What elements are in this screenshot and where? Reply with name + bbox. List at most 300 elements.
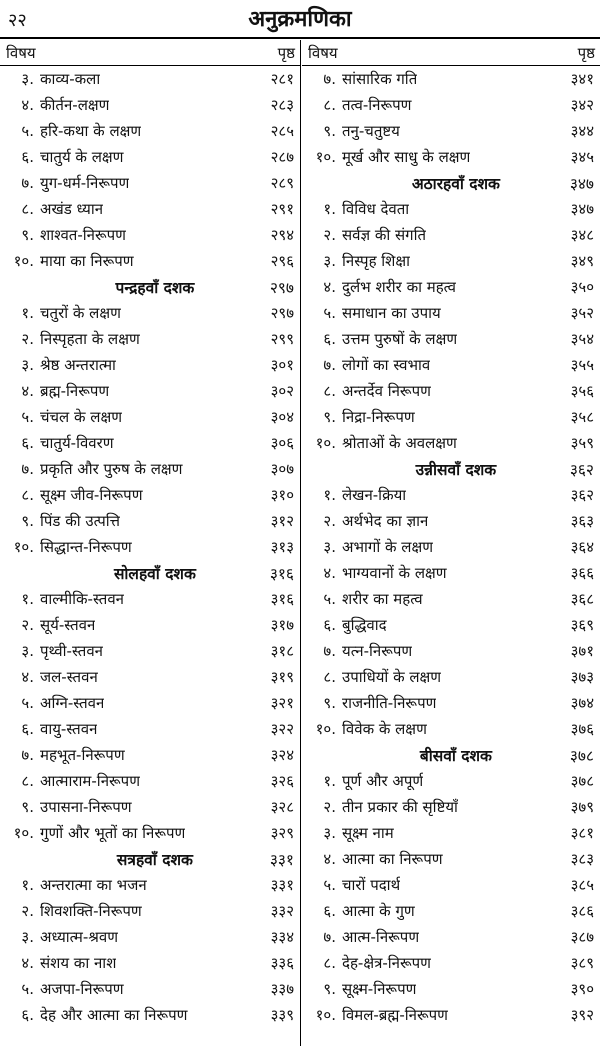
entry-label xyxy=(0,381,109,401)
entry-number: ४. xyxy=(21,954,34,972)
entry-page-number: २८१ xyxy=(270,70,294,88)
entry-page-number: ३३१ xyxy=(270,876,294,894)
toc-entry xyxy=(302,222,600,248)
left-column xyxy=(0,40,300,1028)
entry-title: अभागों के लक्षण xyxy=(342,538,434,556)
toc-entry xyxy=(302,92,600,118)
entry-number: ३. xyxy=(21,70,34,88)
entry-page-number: ३९० xyxy=(570,980,594,998)
entry-title: शाश्वत-निरूपण xyxy=(40,226,126,244)
entry-title: युग-धर्म-निरूपण xyxy=(40,174,130,192)
entry-number: ८. xyxy=(21,772,34,790)
toc-entry xyxy=(302,950,600,976)
entry-number: ७. xyxy=(323,356,336,374)
toc-entry xyxy=(0,794,300,820)
entry-title: देह-क्षेत्र-निरूपण xyxy=(342,954,432,972)
toc-entry xyxy=(0,404,300,430)
entry-number: ९. xyxy=(21,226,34,244)
toc-entry xyxy=(302,326,600,352)
entry-page-number: ३४९ xyxy=(570,252,594,270)
entry-title: आत्मा के गुण xyxy=(342,902,415,920)
toc-entry xyxy=(0,1002,300,1028)
entry-page-number: ३६६ xyxy=(570,564,594,582)
section-heading xyxy=(0,560,300,586)
entry-number: १. xyxy=(21,304,34,322)
toc-entry xyxy=(0,638,300,664)
section-page-number: ३६२ xyxy=(569,461,594,479)
entry-page-number: ३६३ xyxy=(570,512,594,530)
toc-entry xyxy=(0,92,300,118)
toc-entry xyxy=(0,248,300,274)
toc-entry xyxy=(0,690,300,716)
entry-title: उत्तम पुरुषों के लक्षण xyxy=(342,330,458,348)
entry-page-number: ३३४ xyxy=(270,928,294,946)
entry-page-number: ३०१ xyxy=(270,356,294,374)
entry-label xyxy=(0,69,100,89)
toc-entry xyxy=(302,924,600,950)
entry-page-number: ३७४ xyxy=(570,694,594,712)
entry-page-number: ३४१ xyxy=(570,70,594,88)
entry-number: ५. xyxy=(21,122,34,140)
entry-title: चतुरों के लक्षण xyxy=(40,304,121,322)
entry-label xyxy=(302,329,457,349)
entry-label xyxy=(0,615,95,635)
toc-entry xyxy=(302,768,600,794)
entry-number: ७. xyxy=(21,174,34,192)
entry-title: ब्रह्म-निरूपण xyxy=(40,382,110,400)
top-rule xyxy=(0,37,600,39)
entry-title: सूक्ष्म जीव-निरूपण xyxy=(40,486,143,504)
subject-heading: विषय xyxy=(6,43,36,62)
toc-entry xyxy=(302,586,600,612)
entry-label xyxy=(302,667,441,687)
entry-label xyxy=(0,771,140,791)
toc-entry xyxy=(0,378,300,404)
entry-page-number: २९१ xyxy=(270,200,294,218)
entry-number: ३. xyxy=(21,356,34,374)
entry-page-number: ३१२ xyxy=(270,512,294,530)
entry-label xyxy=(0,589,124,609)
section-heading xyxy=(302,170,600,196)
entry-page-number: ३६४ xyxy=(570,538,594,556)
entry-number: ६. xyxy=(21,1006,34,1024)
section-page-number: ३३१ xyxy=(269,851,294,869)
entry-label xyxy=(0,225,126,245)
toc-entry xyxy=(0,586,300,612)
entry-title: वायु-स्तवन xyxy=(40,720,98,738)
entry-number: ७. xyxy=(21,746,34,764)
entry-page-number: ३८७ xyxy=(570,928,594,946)
toc-entry xyxy=(0,66,300,92)
entry-number: ५. xyxy=(21,694,34,712)
entry-label xyxy=(0,329,140,349)
entry-page-number: २९७ xyxy=(270,304,294,322)
entry-page-number: ३१० xyxy=(270,486,294,504)
entry-label xyxy=(0,355,116,375)
entry-page-number: ३५२ xyxy=(570,304,594,322)
entry-title: अखंड ध्यान xyxy=(40,200,104,218)
entry-label xyxy=(0,199,103,219)
entry-title: पूर्ण और अपूर्ण xyxy=(342,772,424,790)
entry-page-number: ३१८ xyxy=(270,642,294,660)
entry-label xyxy=(302,485,406,505)
entry-page-number: ३८३ xyxy=(570,850,594,868)
entry-title: लेखन-क्रिया xyxy=(342,486,407,504)
entry-number: ४. xyxy=(323,564,336,582)
entry-page-number: ३७६ xyxy=(570,720,594,738)
subject-heading: विषय xyxy=(308,43,338,62)
entry-label xyxy=(0,745,125,765)
page-title: अनुक्रमणिका xyxy=(248,7,352,32)
entry-label xyxy=(302,95,412,115)
entry-label xyxy=(0,953,116,973)
entry-page-number: ३३९ xyxy=(270,1006,294,1024)
toc-entry xyxy=(302,482,600,508)
entry-title: आत्मा का निरूपण xyxy=(342,850,443,868)
entry-label xyxy=(302,69,417,89)
entry-number: ८. xyxy=(323,96,336,114)
entry-number: ६. xyxy=(21,720,34,738)
section-title: सोलहवाँ दशक xyxy=(113,565,196,583)
toc-entry xyxy=(0,118,300,144)
entry-page-number: ३१३ xyxy=(270,538,294,556)
entry-label xyxy=(0,407,122,427)
entry-number: २. xyxy=(323,798,336,816)
toc-entry xyxy=(0,456,300,482)
toc-entry xyxy=(0,872,300,898)
entry-title: चातुर्य-विवरण xyxy=(40,434,114,452)
entry-title: निस्पृह शिक्षा xyxy=(342,252,411,270)
entry-label xyxy=(302,511,428,531)
entry-label xyxy=(0,147,124,167)
entry-title: समाधान का उपाय xyxy=(342,304,441,322)
toc-entry xyxy=(302,976,600,1002)
entry-label xyxy=(0,537,132,557)
entry-number: १०. xyxy=(13,538,34,556)
entry-label xyxy=(0,485,143,505)
entry-title: चारों पदार्थ xyxy=(342,876,401,894)
toc-entry xyxy=(302,1002,600,1028)
entry-page-number: २८७ xyxy=(270,148,294,166)
entry-title: श्रेष्ठ अन्तरात्मा xyxy=(40,356,116,374)
entry-number: २. xyxy=(21,330,34,348)
entry-number: ८. xyxy=(323,668,336,686)
entry-page-number: ३५५ xyxy=(570,356,594,374)
entry-number: २. xyxy=(323,512,336,530)
entry-page-number: ३२४ xyxy=(270,746,294,764)
entry-page-number: ३१६ xyxy=(270,590,294,608)
entry-number: १. xyxy=(323,772,336,790)
left-column-header xyxy=(0,40,300,66)
toc-entry xyxy=(0,820,300,846)
section-heading xyxy=(302,456,600,482)
entry-page-number: ३८५ xyxy=(570,876,594,894)
entry-title: तीन प्रकार की सृष्टियाँ xyxy=(342,798,458,816)
column-divider xyxy=(300,40,301,1046)
entry-title: चातुर्य के लक्षण xyxy=(40,148,124,166)
entry-title: अग्नि-स्तवन xyxy=(40,694,105,712)
entry-page-number: ३५८ xyxy=(570,408,594,426)
entry-title: विविध देवता xyxy=(342,200,410,218)
section-page-number: ३७८ xyxy=(569,747,594,765)
toc-entry xyxy=(0,170,300,196)
entry-page-number: ३२९ xyxy=(270,824,294,842)
entry-number: १०. xyxy=(13,824,34,842)
entry-page-number: ३९२ xyxy=(570,1006,594,1024)
toc-entry xyxy=(302,508,600,534)
entry-page-number: ३७८ xyxy=(570,772,594,790)
entry-label xyxy=(302,381,431,401)
entry-label xyxy=(302,693,436,713)
entry-page-number: ३४५ xyxy=(570,148,594,166)
toc-entry xyxy=(302,118,600,144)
entry-page-number: ३२८ xyxy=(270,798,294,816)
entry-page-number: ३५९ xyxy=(570,434,594,452)
entry-number: २. xyxy=(21,902,34,920)
entry-number: ३. xyxy=(323,824,336,842)
entry-label xyxy=(302,719,427,739)
entry-number: ६. xyxy=(323,616,336,634)
entry-number: ८. xyxy=(323,382,336,400)
toc-entry xyxy=(0,326,300,352)
entry-page-number: ३१७ xyxy=(270,616,294,634)
entry-label xyxy=(0,823,185,843)
entry-number: ४. xyxy=(21,96,34,114)
entry-number: १०. xyxy=(315,148,336,166)
section-heading xyxy=(0,274,300,300)
toc-entry xyxy=(302,716,600,742)
entry-title: उपाधियों के लक्षण xyxy=(342,668,442,686)
entry-page-number: २८३ xyxy=(270,96,294,114)
entry-number: ५. xyxy=(323,590,336,608)
entry-title: श्रोताओं के अवलक्षण xyxy=(342,434,457,452)
entry-number: ३. xyxy=(323,252,336,270)
entry-label xyxy=(0,303,121,323)
toc-entry xyxy=(0,222,300,248)
entry-number: ८. xyxy=(323,954,336,972)
entry-number: ८. xyxy=(21,200,34,218)
entry-label xyxy=(302,1005,448,1025)
entry-label xyxy=(302,797,458,817)
entry-number: १. xyxy=(323,486,336,504)
toc-entry xyxy=(302,534,600,560)
entry-page-number: ३०४ xyxy=(270,408,294,426)
toc-entry xyxy=(302,66,600,92)
toc-entry xyxy=(0,950,300,976)
entry-page-number: ३२६ xyxy=(270,772,294,790)
entry-title: अजपा-निरूपण xyxy=(40,980,124,998)
entry-number: १. xyxy=(21,590,34,608)
entry-label xyxy=(302,953,431,973)
entry-number: ३. xyxy=(21,928,34,946)
section-heading xyxy=(0,846,300,872)
entry-label xyxy=(302,641,412,661)
toc-entry xyxy=(0,716,300,742)
entry-title: काव्य-कला xyxy=(40,70,101,88)
right-entry-list xyxy=(302,66,600,1028)
entry-page-number: २८५ xyxy=(270,122,294,140)
entry-label xyxy=(0,1005,188,1025)
entry-page-number: ३८६ xyxy=(570,902,594,920)
entry-title: आत्म-निरूपण xyxy=(342,928,420,946)
entry-number: ९. xyxy=(323,694,336,712)
entry-number: ९. xyxy=(21,798,34,816)
entry-label xyxy=(302,251,410,271)
entry-page-number: २९६ xyxy=(270,252,294,270)
entry-title: अर्थभेद का ज्ञान xyxy=(342,512,429,530)
entry-number: ४. xyxy=(21,382,34,400)
section-page-number: ३४७ xyxy=(569,175,594,193)
entry-page-number: ३४४ xyxy=(570,122,594,140)
entry-title: अन्तरात्मा का भजन xyxy=(40,876,147,894)
entry-label xyxy=(302,589,423,609)
entry-label xyxy=(302,277,456,297)
entry-title: कीर्तन-लक्षण xyxy=(40,96,110,114)
entry-number: ६. xyxy=(21,434,34,452)
toc-entry xyxy=(302,404,600,430)
entry-number: ५. xyxy=(21,980,34,998)
entry-title: प्रकृति और पुरुष के लक्षण xyxy=(40,460,183,478)
toc-entry xyxy=(302,248,600,274)
entry-label xyxy=(0,641,103,661)
entry-label xyxy=(0,927,118,947)
entry-label xyxy=(302,927,419,947)
page-number: २२ xyxy=(8,10,27,31)
page-heading: पृष्ठ xyxy=(577,43,595,62)
entry-label xyxy=(302,823,394,843)
entry-page-number: ३३२ xyxy=(270,902,294,920)
entry-title: राजनीति-निरूपण xyxy=(342,694,437,712)
entry-label xyxy=(0,121,141,141)
entry-title: अन्तर्देव निरूपण xyxy=(342,382,431,400)
entry-label xyxy=(0,693,104,713)
entry-title: सर्वज्ञ की संगति xyxy=(342,226,427,244)
entry-title: शरीर का महत्व xyxy=(342,590,423,608)
entry-page-number: ३५६ xyxy=(570,382,594,400)
entry-label xyxy=(302,121,400,141)
toc-entry xyxy=(0,742,300,768)
toc-entry xyxy=(302,638,600,664)
entry-number: ४. xyxy=(323,278,336,296)
toc-entry xyxy=(302,378,600,404)
entry-title: सांसारिक गति xyxy=(342,70,418,88)
entry-title: विमल-ब्रह्म-निरूपण xyxy=(342,1006,449,1024)
entry-page-number: ३६२ xyxy=(570,486,594,504)
entry-label xyxy=(302,901,415,921)
entry-label xyxy=(0,173,129,193)
toc-entry xyxy=(0,508,300,534)
entry-title: अध्यात्म-श्रवण xyxy=(40,928,119,946)
entry-number: २. xyxy=(323,226,336,244)
entry-title: उपासना-निरूपण xyxy=(40,798,132,816)
entry-title: संशय का नाश xyxy=(40,954,117,972)
section-title: पन्द्रहवाँ दशक xyxy=(115,279,195,297)
toc-entry xyxy=(0,664,300,690)
toc-entry xyxy=(302,612,600,638)
entry-number: १०. xyxy=(315,720,336,738)
entry-label xyxy=(0,901,142,921)
entry-title: लोगों का स्वभाव xyxy=(342,356,431,374)
entry-number: १०. xyxy=(315,434,336,452)
entry-label xyxy=(302,537,433,557)
entry-title: सूर्य-स्तवन xyxy=(40,616,96,634)
entry-number: ३. xyxy=(323,538,336,556)
entry-title: दुर्लभ शरीर का महत्व xyxy=(342,278,456,296)
entry-page-number: ३७१ xyxy=(570,642,594,660)
entry-label xyxy=(302,407,415,427)
entry-page-number: ३७३ xyxy=(570,668,594,686)
entry-title: शिवशक्ति-निरूपण xyxy=(40,902,142,920)
toc-entry xyxy=(302,664,600,690)
entry-number: ४. xyxy=(323,850,336,868)
entry-label xyxy=(302,771,423,791)
entry-number: ७. xyxy=(21,460,34,478)
entry-label xyxy=(302,199,409,219)
entry-page-number: ३८९ xyxy=(570,954,594,972)
entry-page-number: ३५० xyxy=(570,278,594,296)
entry-number: ६. xyxy=(323,330,336,348)
entry-number: १. xyxy=(21,876,34,894)
entry-page-number: ३२२ xyxy=(270,720,294,738)
toc-entry xyxy=(302,144,600,170)
entry-title: तत्व-निरूपण xyxy=(342,96,412,114)
entry-page-number: ३०२ xyxy=(270,382,294,400)
entry-label xyxy=(0,95,109,115)
entry-number: ३. xyxy=(21,642,34,660)
entry-number: ५. xyxy=(21,408,34,426)
section-title: अठारहवाँ दशक xyxy=(411,175,500,193)
entry-page-number: ३३७ xyxy=(270,980,294,998)
entry-page-number: २९९ xyxy=(270,330,294,348)
entry-page-number: ३०७ xyxy=(270,460,294,478)
entry-title: आत्माराम-निरूपण xyxy=(40,772,141,790)
entry-page-number: ३८१ xyxy=(570,824,594,842)
entry-number: ७. xyxy=(323,928,336,946)
entry-number: १०. xyxy=(315,1006,336,1024)
entry-page-number: ३६८ xyxy=(570,590,594,608)
entry-page-number: ३४२ xyxy=(570,96,594,114)
toc-entry xyxy=(0,430,300,456)
toc-entry xyxy=(302,690,600,716)
entry-title: पिंड की उत्पत्ति xyxy=(40,512,120,530)
entry-label xyxy=(0,979,124,999)
entry-title: बुद्धिवाद xyxy=(342,616,387,634)
entry-title: यत्न-निरूपण xyxy=(342,642,413,660)
entry-title: पृथ्वी-स्तवन xyxy=(40,642,103,660)
entry-title: निस्पृहता के लक्षण xyxy=(40,330,140,348)
entry-title: मूर्ख और साधु के लक्षण xyxy=(342,148,471,166)
entry-label xyxy=(302,433,457,453)
entry-number: ४. xyxy=(21,668,34,686)
entry-label xyxy=(0,667,98,687)
entry-number: ६. xyxy=(21,148,34,166)
toc-entry xyxy=(302,274,600,300)
entry-number: २. xyxy=(21,616,34,634)
entry-title: हरि-कथा के लक्षण xyxy=(40,122,142,140)
entry-page-number: ३५४ xyxy=(570,330,594,348)
entry-label xyxy=(302,355,430,375)
toc-entry xyxy=(0,196,300,222)
entry-number: ५. xyxy=(323,304,336,322)
entry-label xyxy=(0,511,120,531)
toc-entry xyxy=(302,872,600,898)
entry-page-number: ३४७ xyxy=(570,200,594,218)
entry-title: सूक्ष्म नाम xyxy=(342,824,394,842)
section-title: सत्रहवाँ दशक xyxy=(116,851,193,869)
toc-entry xyxy=(0,612,300,638)
entry-page-number: ३२१ xyxy=(270,694,294,712)
toc-entry xyxy=(302,846,600,872)
